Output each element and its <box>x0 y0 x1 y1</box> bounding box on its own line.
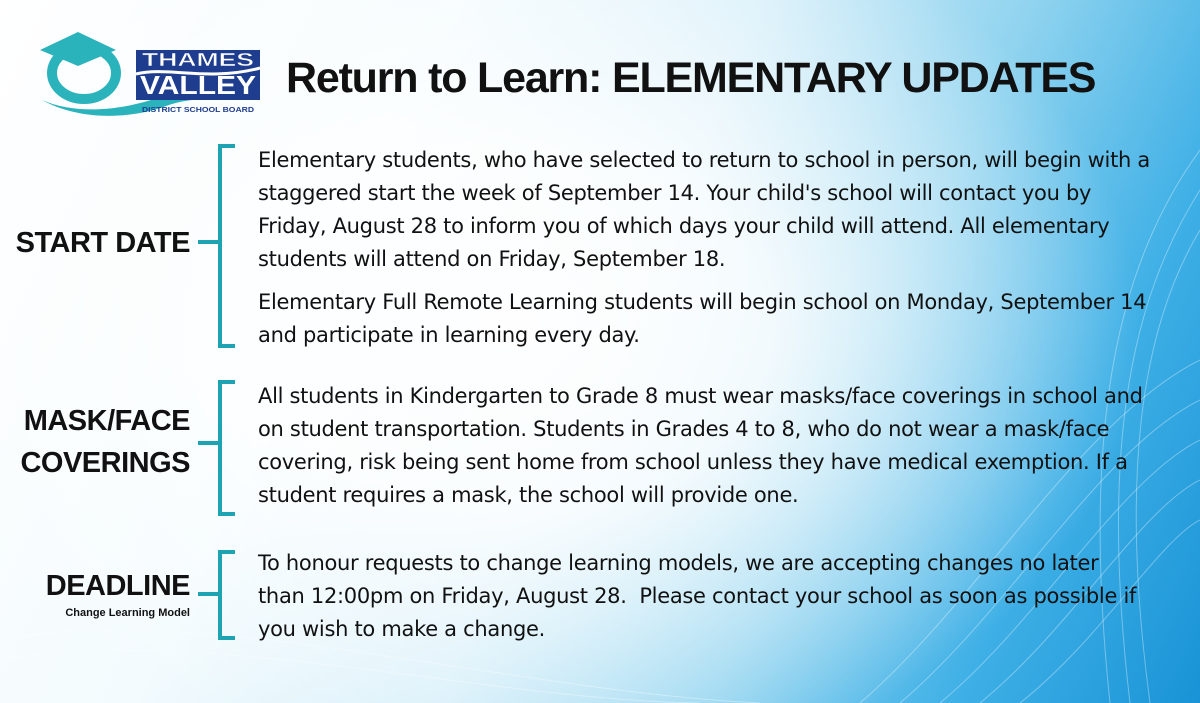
logo-line1: THAMES <box>142 50 254 70</box>
start-date-label <box>16 222 190 264</box>
start-date-paragraph-2: Elementary Full Remote Learning students will begin school on Monday, September 14 and participate in learning every day. <box>258 290 1147 347</box>
start-date-paragraph-1: Elementary students, who have selected to return to school in person, will begin with a staggered start the week of September 14. Your child's school will contact you by Friday, August 28 to inform you of which days your child will attend. All elementary students will attend on Friday, September 18. <box>258 148 1150 271</box>
deadline-bracket <box>195 550 239 640</box>
mask-face-coverings-label <box>20 400 190 484</box>
logo-line3: DISTRICT SCHOOL BOARD <box>142 105 255 114</box>
start-date-text <box>258 144 1158 352</box>
mask-paragraph-1: All students in Kindergarten to Grade 8 must wear masks/face coverings in school and on student transportation. Students in Grades 4 to 8, who do not wear a mask/face covering, risk being sent home from school unless they have medical exemption. If a student requires a mask, the school will provide one. <box>258 384 1143 507</box>
deadline-label-text: DEADLINE <box>45 570 190 602</box>
mask-face-coverings-bracket <box>195 380 239 516</box>
page-title: Return to Learn: ELEMENTARY UPDATES <box>286 54 1096 102</box>
logo-line2: VALLEY <box>140 70 256 100</box>
mask-label-line1: MASK/FACE <box>23 405 190 437</box>
mask-label-line2: COVERINGS <box>20 447 190 479</box>
deadline-sublabel: Change Learning Model <box>65 607 190 619</box>
start-date-label-text: START DATE <box>15 227 190 259</box>
deadline-label <box>46 565 190 620</box>
deadline-text <box>258 547 1143 646</box>
mask-face-coverings-text <box>258 380 1158 512</box>
start-date-bracket <box>195 144 239 348</box>
deadline-paragraph-1: To honour requests to change learning models, we are accepting changes no later than 12:00pm on Friday, August 28. Please contact your school as soon as possible if you wish to make a change. <box>258 551 1143 641</box>
school-board-logo <box>38 28 264 120</box>
